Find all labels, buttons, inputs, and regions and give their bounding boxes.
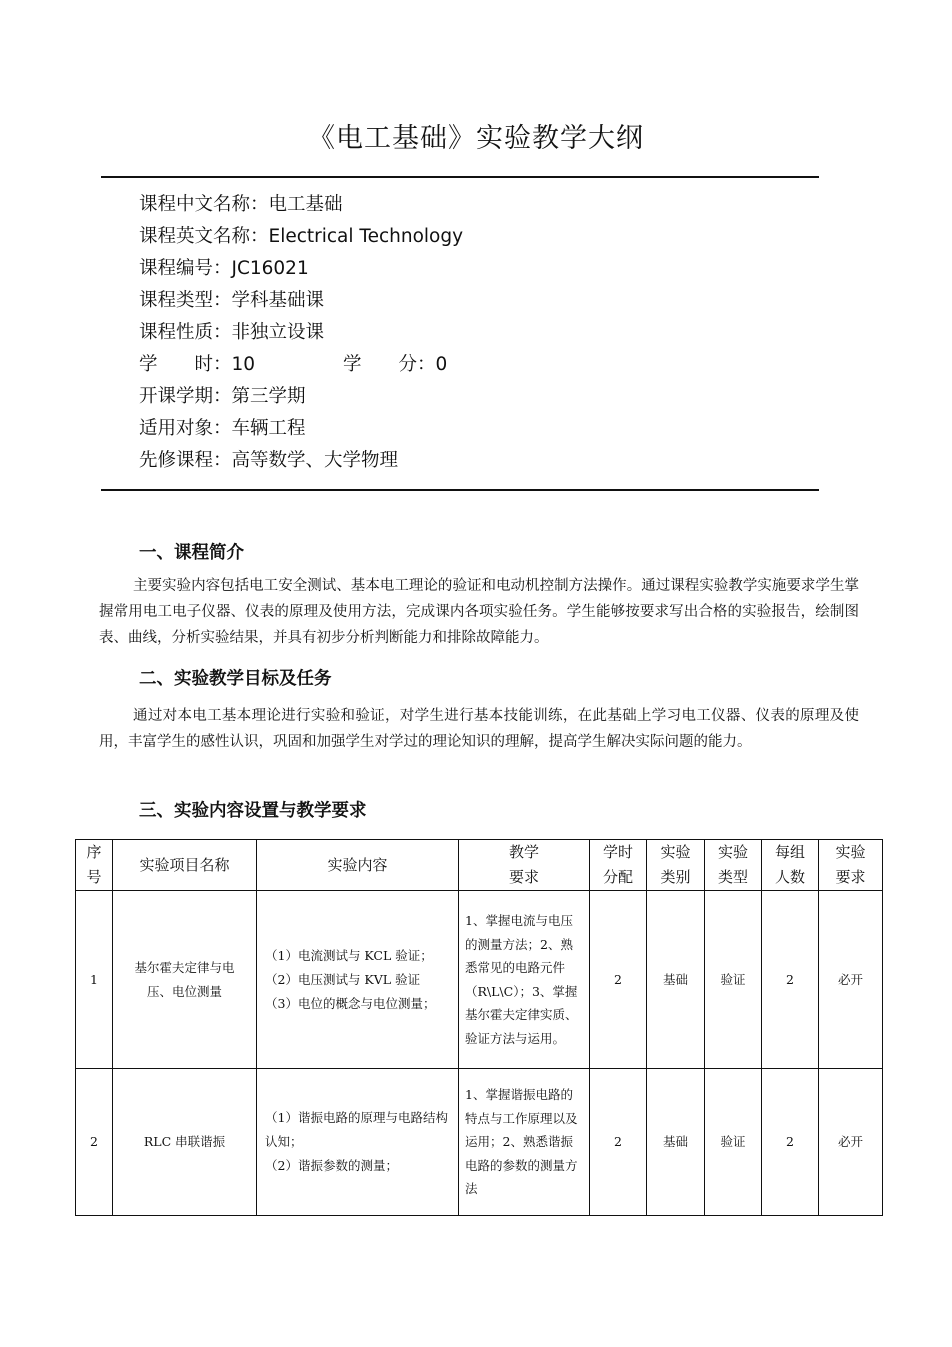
header-name: 实验项目名称 (113, 840, 257, 891)
cell-category: 基础 (647, 1069, 705, 1216)
header-requirement: 实验 要求 (819, 840, 883, 891)
header-group: 每组 人数 (762, 840, 819, 891)
experiment-table (75, 839, 883, 1216)
cell-no: 1 (76, 891, 113, 1069)
cell-teaching-req: 1、掌握谐振电路的特点与工作原理以及运用；2、熟悉谐振电路的参数的测量方法 (459, 1069, 590, 1216)
content-heading: 三、实验内容设置与教学要求 (139, 801, 367, 821)
cell-no: 2 (76, 1069, 113, 1216)
cell-requirement: 必开 (819, 1069, 883, 1216)
header-kind: 实验 类型 (705, 840, 762, 891)
cell-name: RLC 串联谐振 (113, 1069, 257, 1216)
cell-hours: 2 (590, 891, 647, 1069)
cell-content: （1）电流测试与 KCL 验证； （2）电压测试与 KVL 验证 （3）电位的概念与电位测量； (257, 891, 459, 1069)
cell-group: 2 (762, 1069, 819, 1216)
cell-category: 基础 (647, 891, 705, 1069)
course-en-name: 课程英文名称：Electrical Technology (139, 226, 464, 247)
intro-paragraph: 主要实验内容包括电工安全测试、基本电工理论的验证和电动机控制方法操作。通过课程实验教学实施要求学生掌握常用电工电子仪器、仪表的原理及使用方法，完成课内各项实验任务。学生能够按要求写出合格的实验报告，绘制图表、曲线，分析实验结果，并具有初步分析判断能力和排除故障能力。 (99, 578, 859, 646)
hours-credits-row (139, 349, 463, 381)
course-type: 课程类型：学科基础课 (139, 290, 325, 311)
page-title: 《电工基础》实验教学大纲 (308, 123, 644, 154)
cell-content: （1）谐振电路的原理与电路结构认知； （2）谐振参数的测量； (257, 1069, 459, 1216)
table-header-row (76, 840, 883, 891)
course-prereq: 先修课程：高等数学、大学物理 (139, 450, 399, 471)
course-hours: 学 时：10 (139, 354, 256, 375)
header-no: 序 号 (76, 840, 113, 891)
top-divider (101, 176, 819, 178)
intro-heading: 一、课程简介 (139, 543, 244, 563)
course-nature: 课程性质：非独立设课 (139, 322, 325, 343)
table-row (76, 891, 883, 1069)
cell-name: 基尔霍夫定律与电 压、电位测量 (113, 891, 257, 1069)
table-row (76, 1069, 883, 1216)
course-semester: 开课学期：第三学期 (139, 386, 306, 407)
cell-hours: 2 (590, 1069, 647, 1216)
goals-heading: 二、实验教学目标及任务 (139, 669, 332, 689)
cell-teaching-req: 1、掌握电流与电压的测量方法；2、熟悉常见的电路元件（R\L\C）；3、掌握基尔霍夫定律实质、验证方法与运用。 (459, 891, 590, 1069)
cell-group: 2 (762, 891, 819, 1069)
cell-kind: 验证 (705, 891, 762, 1069)
course-credits: 学 分：0 (343, 354, 448, 375)
course-cn-name: 课程中文名称：电工基础 (139, 194, 343, 215)
cell-kind: 验证 (705, 1069, 762, 1216)
header-category: 实验 类别 (647, 840, 705, 891)
cell-requirement: 必开 (819, 891, 883, 1069)
bottom-divider (101, 489, 819, 491)
course-code: 课程编号：JC16021 (139, 258, 309, 279)
header-hours: 学时 分配 (590, 840, 647, 891)
header-teaching-req: 教学 要求 (459, 840, 590, 891)
goals-paragraph: 通过对本电工基本理论进行实验和验证，对学生进行基本技能训练，在此基础上学习电工仪器、仪表的原理及使用，丰富学生的感性认识，巩固和加强学生对学过的理论知识的理解，提高学生解决实际问题的能力。 (99, 708, 859, 750)
course-audience: 适用对象：车辆工程 (139, 418, 306, 439)
course-info-block (139, 189, 463, 477)
header-content: 实验内容 (257, 840, 459, 891)
